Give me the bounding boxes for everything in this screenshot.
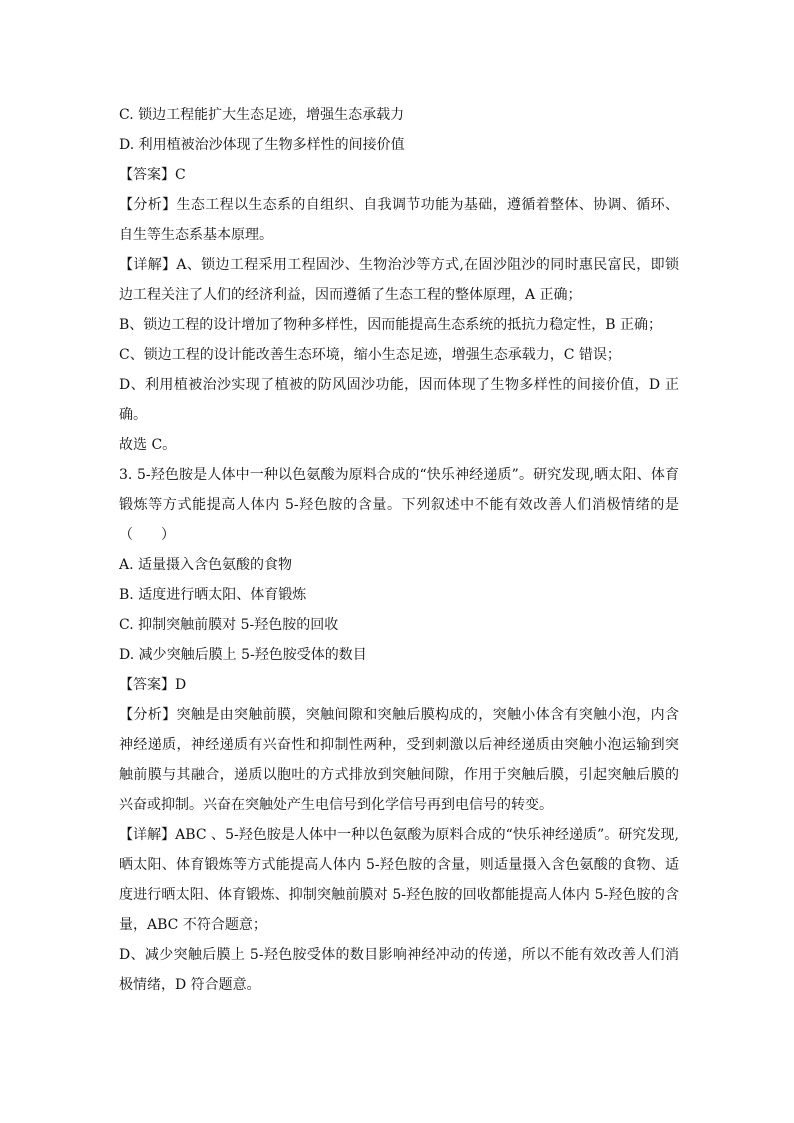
explanation-text: 【详解】A、锁边工程采用工程固沙、生物治沙等方式,在固沙阻沙的同时惠民富民，即锁 bbox=[119, 257, 679, 273]
explanation-text: B、锁边工程的设计增加了物种多样性，因而能提高生态系统的抵抗力稳定性，B 正确； bbox=[119, 317, 663, 333]
explanation-text: 【详解】ABC 、5-羟色胺是人体中一种以色氨酸为原料合成的“快乐神经递质”。研究发现, bbox=[119, 827, 679, 843]
option-a: A. 适量摄入含色氨酸的食物 bbox=[119, 557, 293, 573]
question-stem: 锻炼等方式能提高人体内 5-羟色胺的含量。下列叙述中不能有效改善人们消极情绪的是 bbox=[119, 497, 679, 513]
analysis-text: 【分析】生态工程以生态系的自组织、自我调节功能为基础，遵循着整体、协调、循环、 bbox=[119, 197, 679, 213]
explanation-text: D、减少突触后膜上 5-羟色胺受体的数目影响神经冲动的传递，所以不能有效改善人们消 bbox=[119, 947, 679, 963]
document-body bbox=[119, 100, 679, 1000]
analysis-text: 触前膜与其融合，递质以胞吐的方式排放到突触间隙，作用于突触后膜，引起突触后膜的 bbox=[119, 767, 679, 783]
explanation-text: 边工程关注了人们的经济利益，因而遵循了生态工程的整体原理，A 正确； bbox=[119, 287, 582, 303]
explanation-text: 度进行晒太阳、体育锻炼、抑制突触前膜对 5-羟色胺的回收都能提高人体内 5-羟色胺的含 bbox=[119, 887, 679, 903]
option-d: D. 减少突触后膜上 5-羟色胺受体的数目 bbox=[119, 647, 367, 663]
explanation-text: D、利用植被治沙实现了植被的防风固沙功能，因而体现了生物多样性的间接价值，D 正 bbox=[119, 377, 679, 393]
question-bracket: （ ） bbox=[119, 527, 175, 543]
explanation-text: 量，ABC 不符合题意； bbox=[119, 917, 267, 933]
answer-label: 【答案】C bbox=[119, 167, 186, 183]
answer-label: 【答案】D bbox=[119, 677, 187, 693]
explanation-text: 晒太阳、体育锻炼等方式能提高人体内 5-羟色胺的含量，则适量摄入含色氨酸的食物、适 bbox=[119, 857, 679, 873]
explanation-text: C、锁边工程的设计能改善生态环境，缩小生态足迹，增强生态承载力，C 错误； bbox=[119, 347, 621, 363]
option-c: C. 锁边工程能扩大生态足迹，增强生态承载力 bbox=[119, 107, 405, 123]
conclusion-text: 故选 C。 bbox=[119, 437, 177, 453]
question-stem: 3. 5-羟色胺是人体中一种以色氨酸为原料合成的“快乐神经递质”。研究发现,晒太阳、体育 bbox=[119, 467, 679, 483]
explanation-text: 极情绪，D 符合题意。 bbox=[119, 977, 261, 993]
option-c: C. 抑制突触前膜对 5-羟色胺的回收 bbox=[119, 617, 339, 633]
option-d: D. 利用植被治沙体现了生物多样性的间接价值 bbox=[119, 137, 405, 153]
analysis-text: 神经递质，神经递质有兴奋性和抑制性两种，受到刺激以后神经递质由突触小泡运输到突 bbox=[119, 737, 679, 753]
analysis-text: 兴奋或抑制。兴奋在突触处产生电信号到化学信号再到电信号的转变。 bbox=[119, 797, 553, 813]
explanation-text: 确。 bbox=[119, 407, 147, 423]
analysis-text: 自生等生态系基本原理。 bbox=[119, 227, 273, 243]
analysis-text: 【分析】突触是由突触前膜，突触间隙和突触后膜构成的，突触小体含有突触小泡，内含 bbox=[119, 707, 679, 723]
option-b: B. 适度进行晒太阳、体育锻炼 bbox=[119, 587, 307, 603]
